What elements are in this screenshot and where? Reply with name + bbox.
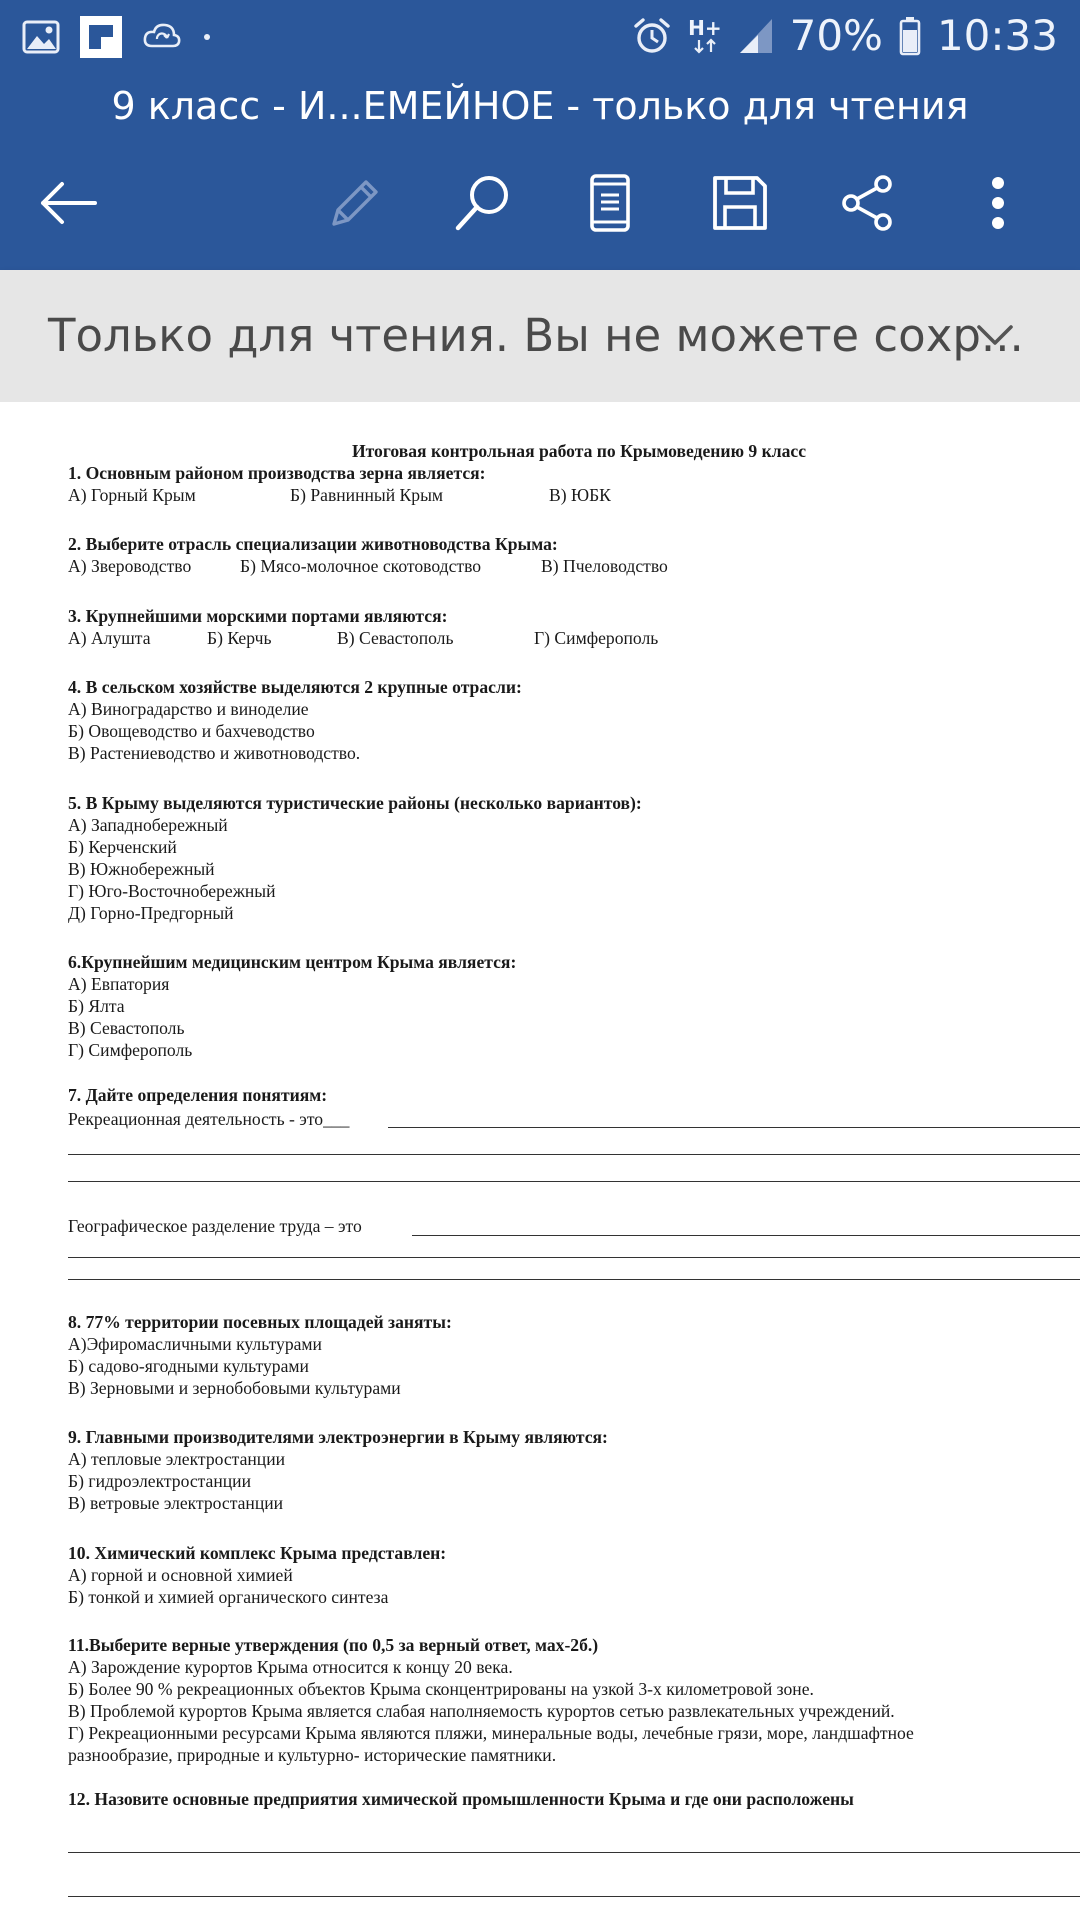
question-6: 6.Крупнейшим медицинским центром Крыма является: xyxy=(68,952,517,972)
option-6d: Г) Симферополь xyxy=(68,1040,193,1060)
document-heading: Итоговая контрольная работа по Крымоведению 9 класс xyxy=(351,441,807,461)
pen-icon xyxy=(326,174,384,237)
network-type-icon xyxy=(688,18,722,54)
option-2a: А) Звероводство xyxy=(68,556,192,576)
more-options-button[interactable] xyxy=(958,165,1038,245)
answer-line xyxy=(68,1154,1080,1155)
question-11: 11.Выберите верные утверждения (по 0,5 за верный ответ, мах-2б.) xyxy=(68,1635,599,1655)
status-bar xyxy=(0,0,1080,72)
toolbar xyxy=(0,165,1080,245)
share-icon xyxy=(839,174,897,237)
option-4a: А) Виноградарство и виноделие xyxy=(68,699,309,719)
option-8c: В) Зерновыми и зернобобовыми культурами xyxy=(68,1378,401,1398)
option-11d: Г) Рекреационными ресурсами Крыма являются пляжи, минеральные воды, лечебные грязи, море, ландшафтное xyxy=(68,1723,914,1743)
option-3c: В) Севастополь xyxy=(337,628,454,648)
option-11c: В) Проблемой курортов Крыма является слабая наполняемость курортов сетью развлекательных учреждений. xyxy=(68,1701,895,1721)
answer-line xyxy=(68,1257,1080,1258)
answer-line xyxy=(68,1852,1080,1853)
option-2b: Б) Мясо-молочное скотоводство xyxy=(240,556,482,576)
option-1c: В) ЮБК xyxy=(549,485,611,505)
question-2: 2. Выберите отрасль специализации животноводства Крыма: xyxy=(68,534,558,554)
search-button[interactable] xyxy=(443,165,523,245)
share-button[interactable] xyxy=(828,165,908,245)
network-type-label: H+ xyxy=(688,16,722,40)
question-1: 1. Основным районом производства зерна является: xyxy=(68,463,486,483)
question-5: 5. В Крыму выделяются туристические районы (несколько вариантов): xyxy=(68,793,642,813)
save-icon xyxy=(711,174,769,237)
answer-line xyxy=(68,1279,1080,1280)
edit-button[interactable] xyxy=(315,165,395,245)
expand-banner-button[interactable] xyxy=(970,312,1020,362)
option-10a: А) горной и основной химией xyxy=(68,1565,293,1585)
option-4c: В) Растениеводство и животноводство. xyxy=(68,743,361,763)
chevron-down-icon xyxy=(975,322,1015,353)
option-9c: В) ветровые электростанции xyxy=(68,1493,284,1513)
document-page[interactable] xyxy=(0,402,1080,1920)
battery-icon xyxy=(899,16,921,56)
option-9b: Б) гидроэлектростанции xyxy=(68,1471,252,1491)
option-11a: А) Зарождение курортов Крыма относится к концу 20 века. xyxy=(68,1657,513,1677)
back-button[interactable] xyxy=(28,165,108,245)
option-5b: Б) Керченский xyxy=(68,837,177,857)
save-button[interactable] xyxy=(700,165,780,245)
read-only-banner[interactable] xyxy=(0,270,1080,402)
notification-dot-icon xyxy=(202,32,212,42)
answer-line xyxy=(412,1235,1080,1236)
option-11d-continued: разнообразие, природные и культурно- исторические памятники. xyxy=(68,1745,557,1765)
back-arrow-icon xyxy=(38,181,98,230)
more-icon xyxy=(990,175,1006,236)
answer-line xyxy=(68,1896,1080,1897)
mobile-view-icon xyxy=(588,173,632,238)
document-title: 9 класс - И...ЕМЕЙНОЕ - только для чтения xyxy=(111,84,969,128)
question-9: 9. Главными производителями электроэнергии в Крыму являются: xyxy=(68,1427,608,1447)
battery-percent: 70% xyxy=(789,11,883,60)
question-12: 12. Назовите основные предприятия химической промышленности Крыма и где они расположены xyxy=(68,1789,854,1809)
app-header xyxy=(0,0,1080,270)
answer-line xyxy=(68,1181,1080,1182)
option-1a: А) Горный Крым xyxy=(68,485,196,505)
question-4: 4. В сельском хозяйстве выделяются 2 крупные отрасли: xyxy=(68,677,522,697)
option-4b: Б) Овощеводство и бахчеводство xyxy=(68,721,315,741)
term-recreational-activity: Рекреационная деятельность - это___ xyxy=(68,1109,350,1129)
option-9a: А) тепловые электростанции xyxy=(68,1449,286,1469)
term-division-of-labour: Географическое разделение труда – это xyxy=(68,1216,362,1236)
option-6a: А) Евпатория xyxy=(68,974,170,994)
cloud-sync-icon xyxy=(142,20,182,54)
option-5e: Д) Горно-Предгорный xyxy=(68,903,234,923)
alarm-icon xyxy=(632,16,672,56)
answer-line xyxy=(388,1127,1080,1128)
search-icon xyxy=(453,173,513,238)
option-11b: Б) Более 90 % рекреационных объектов Крыма сконцентрированы на узкой 3-х километровой зоне. xyxy=(68,1679,814,1699)
signal-icon xyxy=(738,17,774,55)
question-3: 3. Крупнейшими морскими портами являются: xyxy=(68,606,448,626)
option-5a: А) Западнобережный xyxy=(68,815,228,835)
gallery-icon xyxy=(22,20,60,54)
flipboard-icon xyxy=(80,16,122,58)
option-2c: В) Пчеловодство xyxy=(541,556,668,576)
option-6c: В) Севастополь xyxy=(68,1018,185,1038)
question-8: 8. 77% территории посевных площадей заняты: xyxy=(68,1312,452,1332)
option-8a: А)Эфиромасличными культурами xyxy=(68,1334,322,1354)
option-3d: Г) Симферополь xyxy=(534,628,659,648)
question-7: 7. Дайте определения понятиям: xyxy=(68,1085,328,1105)
option-3a: А) Алушта xyxy=(68,628,151,648)
option-3b: Б) Керчь xyxy=(207,628,272,648)
option-5d: Г) Юго-Восточнобережный xyxy=(68,881,276,901)
clock: 10:33 xyxy=(936,11,1058,60)
option-8b: Б) садово-ягодными культурами xyxy=(68,1356,309,1376)
option-10b: Б) тонкой и химией органического синтеза xyxy=(68,1587,389,1607)
option-1b: Б) Равнинный Крым xyxy=(290,485,444,505)
mobile-view-button[interactable] xyxy=(570,165,650,245)
question-10: 10. Химический комплекс Крыма представлен: xyxy=(68,1543,447,1563)
option-6b: Б) Ялта xyxy=(68,996,125,1016)
option-5c: В) Южнобережный xyxy=(68,859,215,879)
read-only-message: Только для чтения. Вы не можете сохр... xyxy=(48,309,1024,362)
